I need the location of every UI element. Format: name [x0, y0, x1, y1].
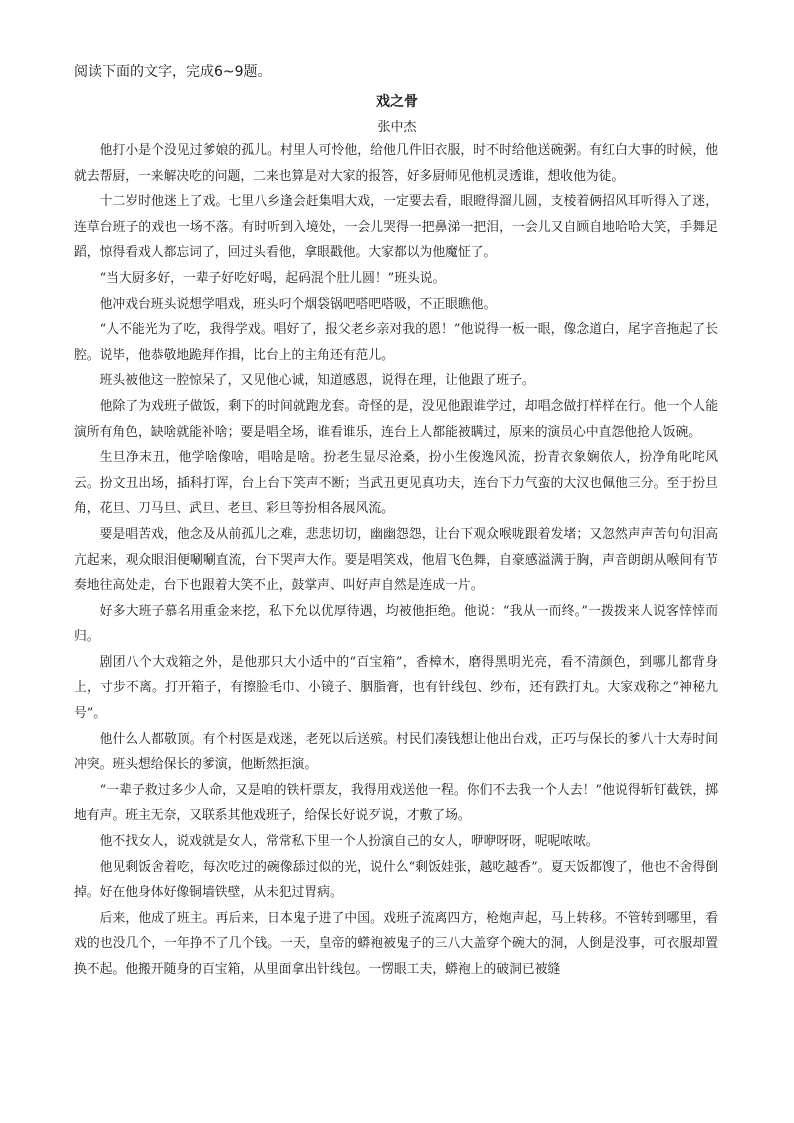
paragraph: “一辈子救过多少人命，又是咱的铁杆票友，我得用戏送他一程。你们不去我一个人去！”他说得斩钉截铁，掷地有声。班主无奈，又联系其他戏班子，给保长好说歹说，才敷了场。: [74, 782, 718, 824]
paragraph: 他打小是个没见过爹娘的孤儿。村里人可怜他，给他几件旧衣服，时不时给他送碗粥。有红白大事的时候，他就去帮厨，一来解决吃的问题，二来也算是对大家的报答，好多厨师见他机灵透谁，想收他为徒。: [74, 143, 718, 184]
paragraph: 要是唱苦戏，他念及从前孤儿之难，悲悲切切，幽幽怨怨，让台下观众喉咙跟着发堵；又忽然声声苦句句泪高亢起来，观众眼泪便唰唰直流，台下哭声大作。要是唱笑戏，他眉飞色舞，自豪感溢满于胸，声音朗朗从喉间有节奏地往高处走，台下也跟着大笑不止，鼓掌声、叫好声自然是连成一片。: [74, 526, 718, 594]
article-author: 张中杰: [377, 120, 417, 135]
question-instruction: 阅读下面的文字，完成6~9题。: [74, 64, 272, 80]
paragraph: 生旦净末丑，他学啥像啥，唱啥是啥。扮老生显尽沧桑，扮小生俊逸风流，扮青衣象娴依人，扮净角叱咤风云。扮文丑出场，插科打诨，台上台下笑声不断；当武丑更见真功夫，连台下力气蛮的大汉也佩他三分。至于扮旦角，花旦、刀马旦、武旦、老旦、彩旦等扮相各展风流。: [74, 450, 718, 517]
paragraph: 十二岁时他迷上了戏。七里八乡逢会赶集唱大戏，一定要去看，眼瞪得溜儿圆，支棱着俩招风耳听得入了迷，连草台班子的戏也一场不落。有时听到入境处，一会儿哭得一把鼻涕一把泪，一会儿又自顾自地哈哈大笑，手舞足蹈，惊得看戏人都忘词了，回过头看他，拿眼戳他。大家都以为他魔怔了。: [74, 194, 718, 261]
paragraph: “人不能光为了吃，我得学戏。唱好了，报父老乡亲对我的恩！”他说得一板一眼，像念道白，尾字音拖起了长腔。说毕，他恭敬地跪拜作揖，比台上的主角还有范儿。: [74, 322, 718, 363]
paragraph: 他冲戏台班头说想学唱戏，班头叼个烟袋锅吧嗒吧嗒吸，不正眼瞧他。: [99, 296, 497, 312]
paragraph: 好多大班子慕名用重金来挖，私下允以优厚待遇，均被他拒绝。他说：“我从一而终。”一拨拨来人说客悻悻而归。: [74, 603, 718, 645]
paragraph: “当大厨多好，一辈子好吃好喝，起码混个肚儿圆！”班头说。: [99, 270, 446, 286]
paragraph: 后来，他成了班主。再后来，日本鬼子进了中国。戏班子流离四方，枪炮声起，马上转移。不管转到哪里，看戏的也没几个，一年挣不了几个钱。一天，皇帝的蟒袍被鬼子的三八大盖穿个碗大的洞，人倒是没事，可衣服却置换不起。他搬开随身的百宝箱，从里面拿出针线包。一愣眼工夫，蟒袍上的破洞已被缝: [74, 910, 718, 977]
paragraph: 剧团八个大戏箱之外，是他那只大小适中的“百宝箱”，香樟木，磨得黑明光亮，看不清颜色，到哪儿都背身上，寸步不离。打开箱子，有擦脸毛巾、小镜子、胭脂膏，也有针线包、纱布，还有跌打丸。大家戏称之“神秘九号”。: [74, 654, 718, 722]
paragraph: 他除了为戏班子做饭，剩下的时间就跑龙套。奇怪的是，没见他跟谁学过，却唱念做打样样在行。他一个人能演所有角色，缺啥就能补啥；要是唱全场，谁看谁乐，连台上人都能被瞒过，原来的演员心中直怨他抢人饭碗。: [74, 398, 718, 440]
paragraph: 班头被他这一腔惊呆了，又见他心诚，知道感恩，说得在理，让他跟了班子。: [99, 373, 535, 389]
paragraph: 他见剩饭舍着吃，每次吃过的碗像舔过似的光，说什么“剩饭娃张，越吃越香”。夏天饭都馊了，他也不舍得倒掉。好在他身体好像铜墙铁壁，从未犯过胃病。: [74, 859, 718, 901]
article-title: 戏之骨: [376, 94, 418, 110]
paragraph: 他不找女人，说戏就是女人，常常私下里一个人扮演自己的女人，咿咿呀呀，呢呢哝哝。: [99, 834, 599, 850]
article-body: [74, 138, 718, 983]
paragraph: 他什么人都敬顶。有个村医是戏迷，老死以后送殡。村民们凑钱想让他出台戏，正巧与保长的爹八十大寿时间冲突。班头想给保长的爹演，他断然拒演。: [74, 731, 718, 773]
